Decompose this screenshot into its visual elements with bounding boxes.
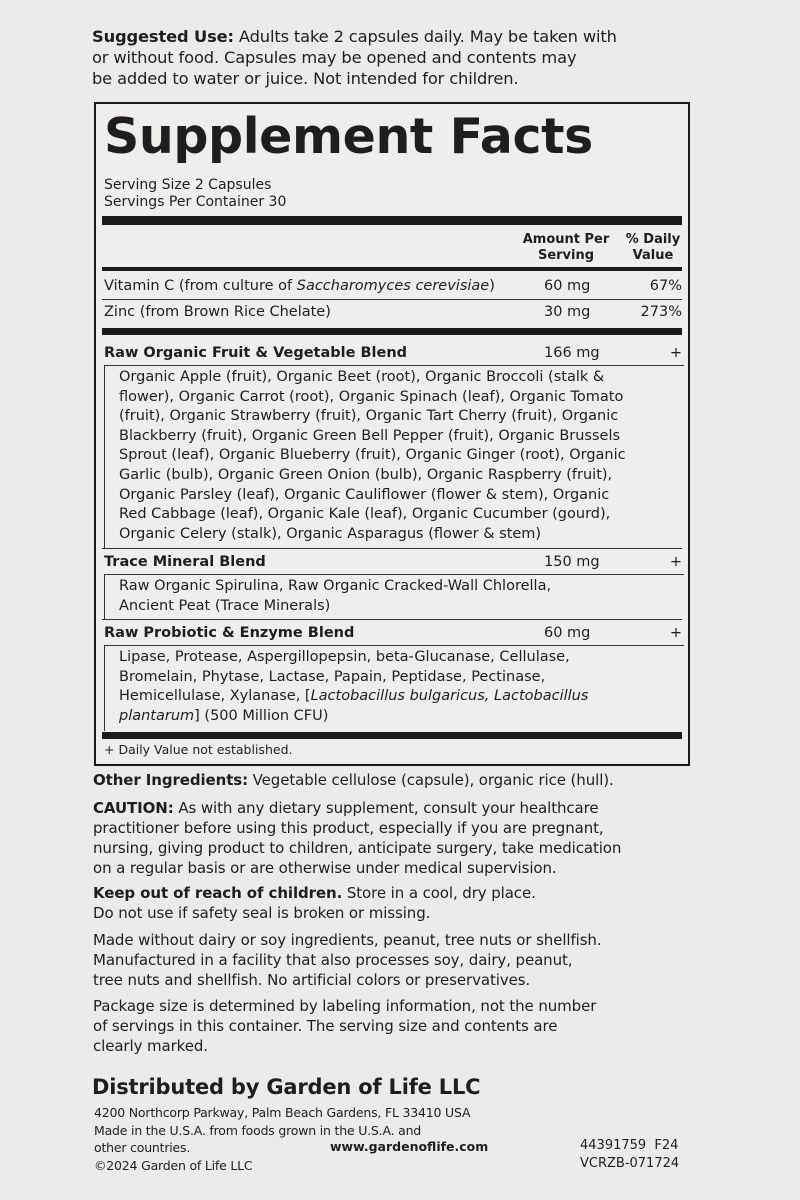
suggested-use-line1: Adults take 2 capsules daily. May be taken with: [238, 27, 617, 46]
caution-line2: practitioner before using this product, especially if you are pregnant,: [93, 819, 604, 837]
nutrient-amount: 60 mg: [544, 278, 591, 294]
blend-line: Sprout (leaf), Organic Blueberry (fruit), Organic Ginger (root), Organic: [119, 447, 626, 464]
nutrient-dv: 67%: [649, 278, 682, 294]
suggested-use-label: Suggested Use:: [92, 27, 234, 46]
blend-line: [119, 687, 684, 707]
blend-line: flower), Organic Carrot (root), Organic Spinach (leaf), Organic Tomato: [119, 388, 624, 405]
distributor-title: Distributed by Garden of Life LLC: [92, 1075, 481, 1099]
other-ingredients-text: Vegetable cellulose (capsule), organic rice (hull).: [252, 771, 614, 789]
servings-per-container: Servings Per Container 30: [104, 194, 287, 210]
blend-line: Organic Parsley (leaf), Organic Cauliflower (flower & stem), Organic: [119, 486, 610, 503]
package-statement: [93, 996, 693, 1056]
copyright: ©2024 Garden of Life LLC: [94, 1157, 253, 1173]
medium-divider: [102, 328, 682, 335]
blend-line: Bromelain, Phytase, Lactase, Papain, Peptidase, Pectinase,: [119, 668, 546, 685]
blend-line: Lipase, Protease, Aspergillopepsin, beta-Glucanase, Cellulase,: [119, 649, 570, 665]
allergen-line1: Made without dairy or soy ingredients, peanut, tree nuts or shellfish.: [93, 931, 602, 949]
package-line1: Package size is determined by labeling information, not the number: [93, 997, 597, 1015]
other-ingredients: [93, 770, 693, 790]
blend-ingredients-fruit-vegetable: [104, 365, 684, 549]
blend-text: ] (500 Million CFU): [194, 707, 329, 724]
blend-line: Garlic (bulb), Organic Green Onion (bulb), Organic Raspberry (fruit),: [119, 466, 613, 483]
blend-row-trace-mineral: [104, 553, 686, 571]
blend-line: Organic Apple (fruit), Organic Beet (root), Organic Broccoli (stalk &: [119, 369, 605, 385]
caution: [93, 798, 693, 878]
serving-info: [104, 177, 286, 211]
serving-size: Serving Size 2 Capsules: [104, 177, 272, 193]
package-line2: of servings in this container. The serving size and contents are: [93, 1017, 558, 1035]
lot-code: 44391759 F24: [580, 1138, 679, 1153]
blend-text: Hemicellulase, Xylanase, [: [119, 688, 311, 705]
suggested-use-line2: or without food. Capsules may be opened and contents may: [92, 48, 577, 67]
made-in-line1: Made in the U.S.A. from foods grown in the U.S.A. and: [94, 1122, 422, 1138]
nutrient-name-prefix: Vitamin C (from culture of: [104, 278, 297, 294]
header-amount-per-serving: Amount Per Serving: [522, 232, 610, 263]
website-link[interactable]: www.gardenoflife.com: [330, 1139, 489, 1154]
allergen-line3: tree nuts and shellfish. No artificial colors or preservatives.: [93, 971, 531, 989]
product-codes: [580, 1137, 700, 1172]
blend-line: Organic Celery (stalk), Organic Asparagus (flower & stem): [119, 525, 542, 542]
blend-amount: 150 mg: [544, 554, 600, 570]
caution-label: CAUTION:: [93, 799, 174, 817]
blend-row-fruit-vegetable: [104, 344, 686, 362]
keep-out-line1: Store in a cool, dry place.: [346, 884, 536, 902]
blend-line: Red Cabbage (leaf), Organic Kale (leaf), Organic Cucumber (gourd),: [119, 506, 611, 523]
row-divider: [102, 299, 682, 300]
blend-dv: +: [669, 554, 682, 570]
supplement-facts-panel: [94, 102, 690, 766]
blend-name: Raw Organic Fruit & Vegetable Blend: [104, 345, 408, 361]
facts-title: Supplement Facts: [104, 108, 593, 165]
nutrient-name-italic: Saccharomyces cerevisiae: [296, 278, 490, 294]
nutrient-name: Zinc (from Brown Rice Chelate): [104, 304, 331, 320]
blend-dv: +: [669, 625, 682, 641]
blend-line: [119, 707, 684, 727]
blend-amount: 60 mg: [544, 625, 591, 641]
keep-out-line2: Do not use if safety seal is broken or missing.: [93, 904, 431, 922]
blend-amount: 166 mg: [544, 345, 600, 361]
caution-line1: As with any dietary supplement, consult your healthcare: [178, 799, 599, 817]
row-divider: [102, 548, 682, 549]
thick-divider: [102, 216, 682, 225]
nutrient-amount: 30 mg: [544, 304, 591, 320]
suggested-use: [92, 26, 692, 89]
batch-code: VCRZB-071724: [580, 1155, 680, 1171]
blend-line: Ancient Peat (Trace Minerals): [119, 597, 331, 614]
nutrient-row-zinc: [104, 303, 686, 321]
keep-out-of-reach: [93, 883, 693, 923]
bottom-divider: [102, 732, 682, 739]
blend-name: Raw Probiotic & Enzyme Blend: [104, 625, 355, 641]
header-daily-value: % Daily Value: [625, 232, 681, 263]
blend-ingredients-trace-mineral: [104, 574, 684, 620]
distributor-address: 4200 Northcorp Parkway, Palm Beach Gardens, FL 33410 USA: [94, 1105, 471, 1120]
allergen-statement: [93, 930, 693, 990]
blend-line: Raw Organic Spirulina, Raw Organic Cracked-Wall Chlorella,: [119, 578, 552, 594]
header-divider: [102, 267, 682, 271]
suggested-use-line3: be added to water or juice. Not intended for children.: [92, 69, 519, 88]
keep-out-label: Keep out of reach of children.: [93, 884, 343, 902]
blend-text-italic: Lactobacillus bulgaricus, Lactobacillus: [310, 688, 589, 705]
made-in-line2: other countries.: [94, 1140, 191, 1155]
row-divider: [102, 619, 682, 620]
footnote: + Daily Value not established.: [104, 742, 293, 757]
nutrient-name-suffix: ): [489, 278, 495, 294]
caution-line3: nursing, giving product to children, anticipate surgery, take medication: [93, 839, 622, 857]
blend-name: Trace Mineral Blend: [104, 554, 266, 570]
other-ingredients-label: Other Ingredients:: [93, 771, 248, 789]
nutrient-dv: 273%: [640, 304, 682, 320]
blend-ingredients-probiotic-enzyme: [104, 645, 684, 731]
nutrient-row-vitamin-c: [104, 277, 686, 295]
package-line3: clearly marked.: [93, 1037, 208, 1055]
blend-row-probiotic-enzyme: [104, 624, 686, 642]
allergen-line2: Manufactured in a facility that also processes soy, dairy, peanut,: [93, 951, 573, 969]
blend-line: Blackberry (fruit), Organic Green Bell Pepper (fruit), Organic Brussels: [119, 427, 621, 444]
blend-dv: +: [669, 345, 682, 361]
blend-line: (fruit), Organic Strawberry (fruit), Organic Tart Cherry (fruit), Organic: [119, 408, 619, 425]
caution-line4: on a regular basis or are otherwise under medical supervision.: [93, 859, 557, 877]
blend-text-italic: plantarum: [119, 707, 195, 724]
